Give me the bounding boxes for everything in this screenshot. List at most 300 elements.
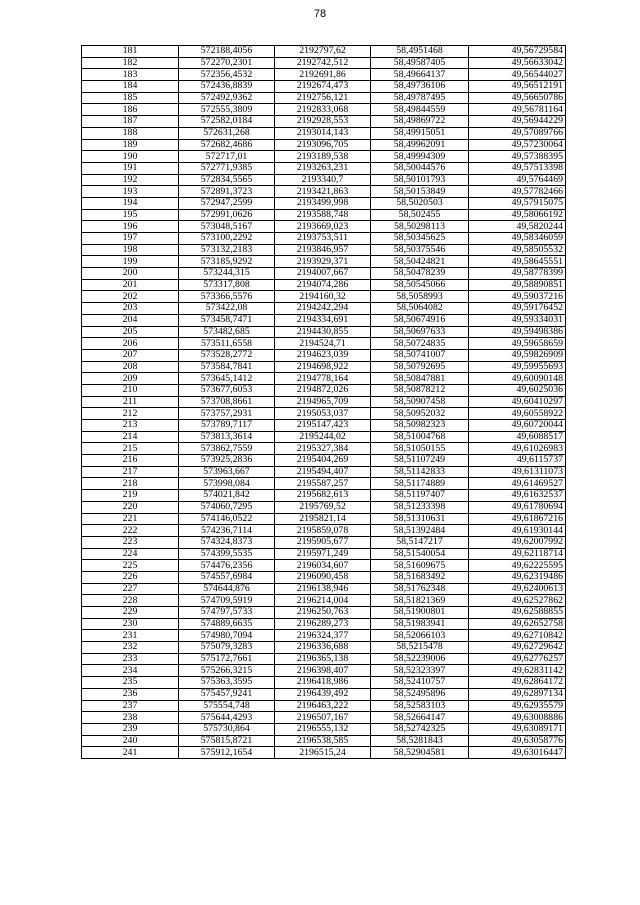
table-row: [82, 525, 566, 537]
x-coordinate-cell: 573757,2931: [179, 408, 275, 420]
x-coordinate-cell: 573132,2183: [179, 244, 275, 256]
x-coordinate-cell: 572188,4056: [179, 46, 275, 58]
latitude-cell: 58,51050155: [371, 443, 469, 455]
longitude-cell: 49,57388395: [469, 151, 566, 163]
y-coordinate-cell: 2194160,32: [275, 291, 371, 303]
x-coordinate-cell: 572891,3723: [179, 186, 275, 198]
table-row: [82, 677, 566, 689]
x-coordinate-cell: 574324,8373: [179, 536, 275, 548]
latitude-cell: 58,51540054: [371, 548, 469, 560]
y-coordinate-cell: 2195244,02: [275, 431, 371, 443]
longitude-cell: 49,62400613: [469, 583, 566, 595]
table-row: [82, 466, 566, 478]
latitude-cell: 58,49994309: [371, 151, 469, 163]
y-coordinate-cell: 2192742,512: [275, 57, 371, 69]
point-number-cell: 209: [82, 373, 179, 385]
latitude-cell: 58,50153849: [371, 186, 469, 198]
y-coordinate-cell: 2194778,164: [275, 373, 371, 385]
longitude-cell: 49,59334031: [469, 314, 566, 326]
latitude-cell: 58,5058993: [371, 291, 469, 303]
y-coordinate-cell: 2195147,423: [275, 420, 371, 432]
table-row: [82, 723, 566, 735]
table-row: [82, 408, 566, 420]
table-row: [82, 373, 566, 385]
latitude-cell: 58,52239006: [371, 653, 469, 665]
point-number-cell: 231: [82, 630, 179, 642]
longitude-cell: 49,58890851: [469, 279, 566, 291]
latitude-cell: 58,52495896: [371, 688, 469, 700]
table-row: [82, 69, 566, 81]
table-row: [82, 151, 566, 163]
latitude-cell: 58,51609675: [371, 560, 469, 572]
table-row: [82, 338, 566, 350]
y-coordinate-cell: 2195587,257: [275, 478, 371, 490]
point-number-cell: 185: [82, 92, 179, 104]
longitude-cell: 49,61469527: [469, 478, 566, 490]
y-coordinate-cell: 2194334,691: [275, 314, 371, 326]
latitude-cell: 58,51142833: [371, 466, 469, 478]
table-row: [82, 361, 566, 373]
latitude-cell: 58,51762348: [371, 583, 469, 595]
y-coordinate-cell: 2195905,677: [275, 536, 371, 548]
point-number-cell: 213: [82, 420, 179, 432]
longitude-cell: 49,62710842: [469, 630, 566, 642]
x-coordinate-cell: 573708,8661: [179, 396, 275, 408]
y-coordinate-cell: 2194872,026: [275, 384, 371, 396]
point-number-cell: 218: [82, 478, 179, 490]
table-row: [82, 560, 566, 572]
y-coordinate-cell: 2196365,138: [275, 653, 371, 665]
coordinates-table-body: [82, 46, 566, 759]
table-row: [82, 583, 566, 595]
longitude-cell: 49,5820244: [469, 221, 566, 233]
x-coordinate-cell: 574709,5919: [179, 595, 275, 607]
longitude-cell: 49,56944229: [469, 116, 566, 128]
latitude-cell: 58,51983941: [371, 618, 469, 630]
table-row: [82, 139, 566, 151]
table-row: [82, 747, 566, 759]
latitude-cell: 58,52583103: [371, 700, 469, 712]
latitude-cell: 58,5147217: [371, 536, 469, 548]
point-number-cell: 198: [82, 244, 179, 256]
longitude-cell: 49,57089766: [469, 127, 566, 139]
x-coordinate-cell: 574889,6635: [179, 618, 275, 630]
y-coordinate-cell: 2194524,71: [275, 338, 371, 350]
table-row: [82, 174, 566, 186]
x-coordinate-cell: 572555,3809: [179, 104, 275, 116]
x-coordinate-cell: 574644,876: [179, 583, 275, 595]
longitude-cell: 49,61780694: [469, 501, 566, 513]
x-coordinate-cell: 573789,7117: [179, 420, 275, 432]
table-row: [82, 431, 566, 443]
x-coordinate-cell: 573317,808: [179, 279, 275, 291]
x-coordinate-cell: 575644,4293: [179, 712, 275, 724]
table-row: [82, 735, 566, 747]
y-coordinate-cell: 2195821,14: [275, 513, 371, 525]
y-coordinate-cell: 2192756,121: [275, 92, 371, 104]
y-coordinate-cell: 2194074,286: [275, 279, 371, 291]
x-coordinate-cell: 572717,01: [179, 151, 275, 163]
point-number-cell: 225: [82, 560, 179, 572]
x-coordinate-cell: 572631,268: [179, 127, 275, 139]
table-row: [82, 256, 566, 268]
longitude-cell: 49,57915075: [469, 197, 566, 209]
x-coordinate-cell: 574399,5535: [179, 548, 275, 560]
longitude-cell: 49,62588855: [469, 607, 566, 619]
longitude-cell: 49,62527862: [469, 595, 566, 607]
latitude-cell: 58,50697633: [371, 326, 469, 338]
x-coordinate-cell: 573963,667: [179, 466, 275, 478]
table-row: [82, 653, 566, 665]
table-row: [82, 127, 566, 139]
x-coordinate-cell: 573366,5576: [179, 291, 275, 303]
table-row: [82, 618, 566, 630]
x-coordinate-cell: 573100,2292: [179, 233, 275, 245]
point-number-cell: 199: [82, 256, 179, 268]
page-number: 78: [313, 8, 327, 20]
latitude-cell: 58,50044576: [371, 162, 469, 174]
point-number-cell: 187: [82, 116, 179, 128]
table-row: [82, 162, 566, 174]
y-coordinate-cell: 2193189,538: [275, 151, 371, 163]
x-coordinate-cell: 573998,084: [179, 478, 275, 490]
point-number-cell: 216: [82, 455, 179, 467]
longitude-cell: 49,6088517: [469, 431, 566, 443]
point-number-cell: 241: [82, 747, 179, 759]
y-coordinate-cell: 2196250,763: [275, 607, 371, 619]
x-coordinate-cell: 575363,3595: [179, 677, 275, 689]
latitude-cell: 58,50674916: [371, 314, 469, 326]
longitude-cell: 49,60720044: [469, 420, 566, 432]
y-coordinate-cell: 2196289,273: [275, 618, 371, 630]
longitude-cell: 49,59658659: [469, 338, 566, 350]
latitude-cell: 58,49587405: [371, 57, 469, 69]
y-coordinate-cell: 2196336,688: [275, 642, 371, 654]
y-coordinate-cell: 2193340,7: [275, 174, 371, 186]
table-row: [82, 571, 566, 583]
longitude-cell: 49,58066192: [469, 209, 566, 221]
y-coordinate-cell: 2195769,52: [275, 501, 371, 513]
latitude-cell: 58,50741007: [371, 349, 469, 361]
y-coordinate-cell: 2196463,222: [275, 700, 371, 712]
point-number-cell: 221: [82, 513, 179, 525]
table-row: [82, 536, 566, 548]
latitude-cell: 58,52904581: [371, 747, 469, 759]
table-row: [82, 513, 566, 525]
table-row: [82, 291, 566, 303]
y-coordinate-cell: 2196034,607: [275, 560, 371, 572]
point-number-cell: 223: [82, 536, 179, 548]
longitude-cell: 49,57782466: [469, 186, 566, 198]
point-number-cell: 220: [82, 501, 179, 513]
point-number-cell: 232: [82, 642, 179, 654]
longitude-cell: 49,62897134: [469, 688, 566, 700]
y-coordinate-cell: 2193753,511: [275, 233, 371, 245]
y-coordinate-cell: 2193421,863: [275, 186, 371, 198]
latitude-cell: 58,52410757: [371, 677, 469, 689]
longitude-cell: 49,6115737: [469, 455, 566, 467]
point-number-cell: 236: [82, 688, 179, 700]
longitude-cell: 49,56544027: [469, 69, 566, 81]
y-coordinate-cell: 2193588,748: [275, 209, 371, 221]
latitude-cell: 58,50847881: [371, 373, 469, 385]
x-coordinate-cell: 573813,3614: [179, 431, 275, 443]
table-row: [82, 595, 566, 607]
latitude-cell: 58,50878212: [371, 384, 469, 396]
latitude-cell: 58,50345625: [371, 233, 469, 245]
longitude-cell: 49,59826909: [469, 349, 566, 361]
y-coordinate-cell: 2196418,986: [275, 677, 371, 689]
x-coordinate-cell: 575266,3215: [179, 665, 275, 677]
latitude-cell: 58,50952032: [371, 408, 469, 420]
x-coordinate-cell: 573244,315: [179, 268, 275, 280]
longitude-cell: 49,57513398: [469, 162, 566, 174]
point-number-cell: 205: [82, 326, 179, 338]
point-number-cell: 188: [82, 127, 179, 139]
y-coordinate-cell: 2194007,667: [275, 268, 371, 280]
x-coordinate-cell: 575554,748: [179, 700, 275, 712]
longitude-cell: 49,62935579: [469, 700, 566, 712]
y-coordinate-cell: 2195859,078: [275, 525, 371, 537]
latitude-cell: 58,4951468: [371, 46, 469, 58]
longitude-cell: 49,59176452: [469, 303, 566, 315]
y-coordinate-cell: 2193846,957: [275, 244, 371, 256]
y-coordinate-cell: 2195327,384: [275, 443, 371, 455]
longitude-cell: 49,59955693: [469, 361, 566, 373]
x-coordinate-cell: 573458,7471: [179, 314, 275, 326]
longitude-cell: 49,61930144: [469, 525, 566, 537]
y-coordinate-cell: 2193499,998: [275, 197, 371, 209]
point-number-cell: 214: [82, 431, 179, 443]
table-row: [82, 642, 566, 654]
y-coordinate-cell: 2193096,705: [275, 139, 371, 151]
table-row: [82, 501, 566, 513]
table-row: [82, 478, 566, 490]
point-number-cell: 208: [82, 361, 179, 373]
longitude-cell: 49,63016447: [469, 747, 566, 759]
latitude-cell: 58,49962091: [371, 139, 469, 151]
point-number-cell: 235: [82, 677, 179, 689]
y-coordinate-cell: 2196439,492: [275, 688, 371, 700]
point-number-cell: 234: [82, 665, 179, 677]
longitude-cell: 49,56512191: [469, 81, 566, 93]
point-number-cell: 182: [82, 57, 179, 69]
longitude-cell: 49,58778399: [469, 268, 566, 280]
longitude-cell: 49,63089171: [469, 723, 566, 735]
table-row: [82, 197, 566, 209]
x-coordinate-cell: 573185,9292: [179, 256, 275, 268]
point-number-cell: 194: [82, 197, 179, 209]
x-coordinate-cell: 574060,7295: [179, 501, 275, 513]
longitude-cell: 49,56781164: [469, 104, 566, 116]
latitude-cell: 58,5064082: [371, 303, 469, 315]
table-row: [82, 116, 566, 128]
table-row: [82, 630, 566, 642]
latitude-cell: 58,49915051: [371, 127, 469, 139]
point-number-cell: 184: [82, 81, 179, 93]
y-coordinate-cell: 2194965,709: [275, 396, 371, 408]
point-number-cell: 229: [82, 607, 179, 619]
longitude-cell: 49,60558922: [469, 408, 566, 420]
longitude-cell: 49,62007992: [469, 536, 566, 548]
y-coordinate-cell: 2192833,068: [275, 104, 371, 116]
x-coordinate-cell: 572492,9362: [179, 92, 275, 104]
latitude-cell: 58,502455: [371, 209, 469, 221]
point-number-cell: 240: [82, 735, 179, 747]
point-number-cell: 192: [82, 174, 179, 186]
latitude-cell: 58,50424821: [371, 256, 469, 268]
table-row: [82, 57, 566, 69]
point-number-cell: 203: [82, 303, 179, 315]
x-coordinate-cell: 573482,685: [179, 326, 275, 338]
latitude-cell: 58,50792695: [371, 361, 469, 373]
x-coordinate-cell: 575079,3283: [179, 642, 275, 654]
table-row: [82, 279, 566, 291]
longitude-cell: 49,62831142: [469, 665, 566, 677]
x-coordinate-cell: 574797,5733: [179, 607, 275, 619]
longitude-cell: 49,56650786: [469, 92, 566, 104]
longitude-cell: 49,61867216: [469, 513, 566, 525]
latitude-cell: 58,50298113: [371, 221, 469, 233]
point-number-cell: 237: [82, 700, 179, 712]
point-number-cell: 238: [82, 712, 179, 724]
longitude-cell: 49,62729642: [469, 642, 566, 654]
latitude-cell: 58,50545066: [371, 279, 469, 291]
point-number-cell: 201: [82, 279, 179, 291]
table-row: [82, 326, 566, 338]
table-row: [82, 443, 566, 455]
longitude-cell: 49,58505532: [469, 244, 566, 256]
x-coordinate-cell: 573048,5167: [179, 221, 275, 233]
y-coordinate-cell: 2195971,249: [275, 548, 371, 560]
longitude-cell: 49,61632537: [469, 490, 566, 502]
x-coordinate-cell: 574236,7114: [179, 525, 275, 537]
table-row: [82, 396, 566, 408]
table-row: [82, 268, 566, 280]
x-coordinate-cell: 575457,9241: [179, 688, 275, 700]
point-number-cell: 186: [82, 104, 179, 116]
y-coordinate-cell: 2196538,585: [275, 735, 371, 747]
table-row: [82, 349, 566, 361]
y-coordinate-cell: 2194623,039: [275, 349, 371, 361]
point-number-cell: 207: [82, 349, 179, 361]
longitude-cell: 49,62652758: [469, 618, 566, 630]
point-number-cell: 227: [82, 583, 179, 595]
coordinates-table: [81, 45, 566, 759]
table-row: [82, 233, 566, 245]
x-coordinate-cell: 572582,0184: [179, 116, 275, 128]
longitude-cell: 49,60090148: [469, 373, 566, 385]
point-number-cell: 200: [82, 268, 179, 280]
latitude-cell: 58,52323397: [371, 665, 469, 677]
x-coordinate-cell: 572991,0626: [179, 209, 275, 221]
longitude-cell: 49,63008886: [469, 712, 566, 724]
table-row: [82, 665, 566, 677]
latitude-cell: 58,52664147: [371, 712, 469, 724]
longitude-cell: 49,6025036: [469, 384, 566, 396]
point-number-cell: 191: [82, 162, 179, 174]
point-number-cell: 206: [82, 338, 179, 350]
latitude-cell: 58,49869722: [371, 116, 469, 128]
latitude-cell: 58,49736106: [371, 81, 469, 93]
latitude-cell: 58,50982323: [371, 420, 469, 432]
table-row: [82, 92, 566, 104]
longitude-cell: 49,61311073: [469, 466, 566, 478]
table-row: [82, 46, 566, 58]
table-row: [82, 548, 566, 560]
x-coordinate-cell: 572270,2301: [179, 57, 275, 69]
y-coordinate-cell: 2196138,946: [275, 583, 371, 595]
latitude-cell: 58,49787495: [371, 92, 469, 104]
x-coordinate-cell: 573584,7841: [179, 361, 275, 373]
longitude-cell: 49,56633042: [469, 57, 566, 69]
x-coordinate-cell: 572356,4532: [179, 69, 275, 81]
latitude-cell: 58,51197407: [371, 490, 469, 502]
y-coordinate-cell: 2195682,613: [275, 490, 371, 502]
table-row: [82, 244, 566, 256]
latitude-cell: 58,51900801: [371, 607, 469, 619]
latitude-cell: 58,51107249: [371, 455, 469, 467]
y-coordinate-cell: 2193263,231: [275, 162, 371, 174]
x-coordinate-cell: 572682,4686: [179, 139, 275, 151]
y-coordinate-cell: 2192928,553: [275, 116, 371, 128]
y-coordinate-cell: 2194698,922: [275, 361, 371, 373]
latitude-cell: 58,50907458: [371, 396, 469, 408]
longitude-cell: 49,62225595: [469, 560, 566, 572]
point-number-cell: 212: [82, 408, 179, 420]
point-number-cell: 189: [82, 139, 179, 151]
point-number-cell: 202: [82, 291, 179, 303]
x-coordinate-cell: 575912,1654: [179, 747, 275, 759]
table-row: [82, 303, 566, 315]
x-coordinate-cell: 572947,2599: [179, 197, 275, 209]
longitude-cell: 49,5764469: [469, 174, 566, 186]
x-coordinate-cell: 573528,2772: [179, 349, 275, 361]
latitude-cell: 58,49844559: [371, 104, 469, 116]
point-number-cell: 195: [82, 209, 179, 221]
longitude-cell: 49,59037216: [469, 291, 566, 303]
latitude-cell: 58,51233398: [371, 501, 469, 513]
table-row: [82, 607, 566, 619]
latitude-cell: 58,5281843: [371, 735, 469, 747]
point-number-cell: 228: [82, 595, 179, 607]
y-coordinate-cell: 2196090,458: [275, 571, 371, 583]
longitude-cell: 49,59498386: [469, 326, 566, 338]
table-row: [82, 221, 566, 233]
y-coordinate-cell: 2196507,167: [275, 712, 371, 724]
x-coordinate-cell: 574557,6984: [179, 571, 275, 583]
y-coordinate-cell: 2192691,86: [275, 69, 371, 81]
latitude-cell: 58,51821369: [371, 595, 469, 607]
y-coordinate-cell: 2195494,407: [275, 466, 371, 478]
point-number-cell: 222: [82, 525, 179, 537]
table-row: [82, 688, 566, 700]
latitude-cell: 58,51004768: [371, 431, 469, 443]
x-coordinate-cell: 574980,7094: [179, 630, 275, 642]
longitude-cell: 49,58645551: [469, 256, 566, 268]
x-coordinate-cell: 573511,6558: [179, 338, 275, 350]
point-number-cell: 190: [82, 151, 179, 163]
x-coordinate-cell: 572436,8839: [179, 81, 275, 93]
x-coordinate-cell: 573862,7559: [179, 443, 275, 455]
table-row: [82, 420, 566, 432]
latitude-cell: 58,51174889: [371, 478, 469, 490]
table-row: [82, 81, 566, 93]
latitude-cell: 58,50478239: [371, 268, 469, 280]
point-number-cell: 219: [82, 490, 179, 502]
point-number-cell: 196: [82, 221, 179, 233]
latitude-cell: 58,51392484: [371, 525, 469, 537]
